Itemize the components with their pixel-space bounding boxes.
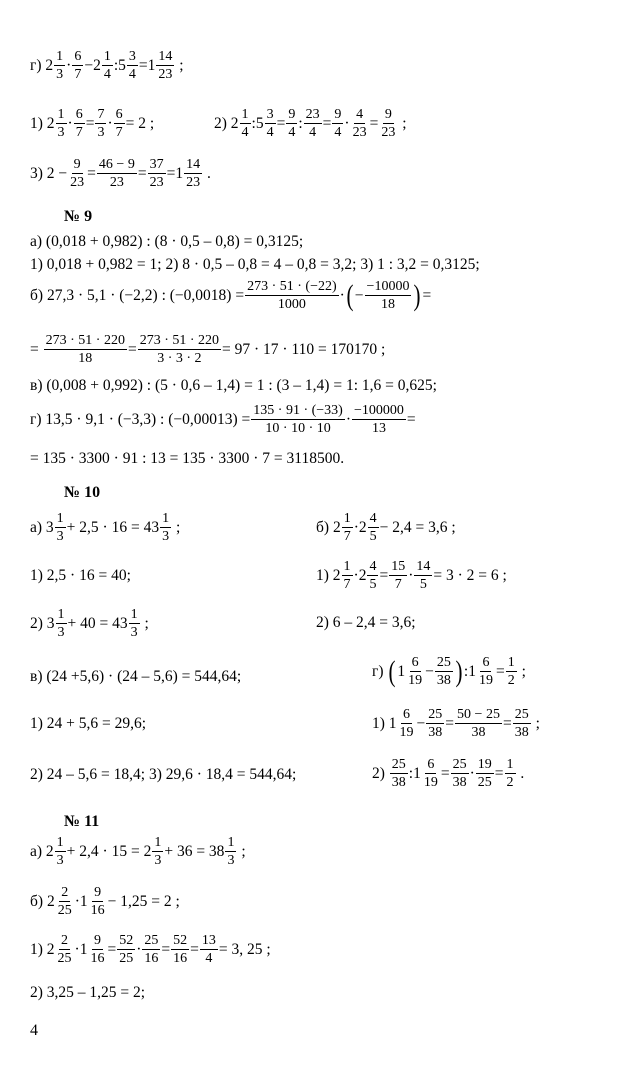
n11-b: б) 2 $\frac{2}{25}$ · 1 $\frac{9}{16}$ − 1,25 = 2 ; (30, 885, 180, 918)
mixed-number: 1 $\frac{14}{23}$ (147, 49, 173, 82)
n10-g: г) ( 1 $\frac{6}{19}$ − $\frac{25}{38}$ ) : 1 $\frac{6}{19}$ = $\frac{1}{2}$ ; (372, 654, 526, 688)
n11-b1: 1) 2 $\frac{2}{25}$ · 1 $\frac{9}{16}$ = $\frac{52}{25}$ · $\frac{25}{16}$ = $\frac{52}{16}$ = $\frac{13}{4}$ = 3, 25 ; (30, 933, 271, 966)
page-number: 4 (30, 1022, 38, 1039)
g-step2: 2) 2 $\frac{1}{4}$ : 5 $\frac{3}{4}$ = $\frac{9}{4}$ : $\frac{23}{4}$ = $\frac{9}{4}$ · $\frac{4}{23}$ = $\frac{9}{23}$ ; (214, 107, 407, 140)
section-heading-11: № 11 (64, 813, 100, 830)
g-step1: 1) 2 $\frac{1}{3}$ · $\frac{6}{7}$ = $\frac{7}{3}$ · $\frac{6}{7}$ = 2 ; (30, 107, 155, 140)
n9-g-line2: = 135 · 3300 · 91 : 13 = 135 · 3300 · 7 = 3118500. (30, 450, 345, 467)
n11-a: а) 2 $\frac{1}{3}$ + 2,4 · 15 = 2 $\frac{1}{3}$ + 36 = 38 $\frac{1}{3}$ ; (30, 835, 246, 868)
n10-g1: 1) 1 $\frac{6}{19}$ − $\frac{25}{38}$ = $\frac{50 - 25}{38}$ = $\frac{25}{38}$ ; (372, 707, 540, 740)
n9-g-line: г) 13,5 · 9,1 · (−3,3) : (−0,00013) = $\frac{135 \cdot 91 \cdot (-33)}{10 \cdot 10 \cdot 10}$ · $\frac{-100000}{13}$ = (30, 403, 416, 436)
mixed-number: 5 $\frac{3}{4}$ (118, 49, 136, 82)
g-step3: 3) 2 − $\frac{9}{23}$ = $\frac{46 - 9}{23}$ = $\frac{37}{23}$ = 1 $\frac{14}{23}$ . (30, 157, 211, 190)
n10-b1: 1) 2 $\frac{1}{7}$ · 2 $\frac{4}{5}$ = $\frac{15}{7}$ · $\frac{14}{5}$ = 3 · 2 = 6 ; (316, 559, 507, 592)
n10-v2: 2) 24 – 5,6 = 18,4; 3) 29,6 · 18,4 = 544,64; (30, 766, 297, 783)
mixed-number: 2 $\frac{1}{4}$ (93, 49, 111, 82)
n9-a-line: а) (0,018 + 0,982) : (8 · 0,5 – 0,8) = 0,3125; (30, 233, 304, 250)
n9-v-line: в) (0,008 + 0,992) : (5 · 0,6 – 1,4) = 1 : (3 – 1,4) = 1: 1,6 = 0,625; (30, 377, 437, 394)
n10-b: б) 2 $\frac{1}{7}$ · 2 $\frac{4}{5}$ − 2,4 = 3,6 ; (316, 511, 456, 544)
fraction: $\frac{6}{7}$ (74, 49, 82, 82)
n10-a: а) 3 $\frac{1}{3}$ + 2,5 · 16 = 43 $\frac{1}{3}$ ; (30, 511, 181, 544)
label: г) (30, 56, 42, 74)
mixed-number: 2 $\frac{1}{3}$ (45, 49, 64, 82)
n11-b2: 2) 3,25 – 1,25 = 2; (30, 984, 146, 1001)
n9-b-line: б) 27,3 · 5,1 · (−2,2) : (−0,0018) = $\frac{273 \cdot 51 \cdot (-22)}{1000}$ · ( − $\frac{-10000}{18}$ ) = (30, 278, 432, 312)
n9-a-steps: 1) 0,018 + 0,982 = 1; 2) 8 · 0,5 – 0,8 = 4 – 0,8 = 3,2; 3) 1 : 3,2 = 0,3125; (30, 256, 480, 273)
n10-v: в) (24 +5,6) · (24 – 5,6) = 544,64; (30, 668, 242, 685)
section-heading-9: № 9 (64, 208, 93, 225)
n10-a2: 2) 3 $\frac{1}{3}$ + 40 = 43 $\frac{1}{3}$ ; (30, 607, 149, 640)
n9-b-line2: = $\frac{273 \cdot 51 \cdot 220}{18}$ = $\frac{273 \cdot 51 \cdot 220}{3 \cdot 3 \cdot 2}$ = 97 · 17 · 110 = 170170 ; (30, 333, 386, 366)
n10-v1: 1) 24 + 5,6 = 29,6; (30, 715, 147, 732)
g-top-line: г) 2 $\frac{1}{3}$ · $\frac{6}{7}$ − 2 $\frac{1}{4}$ : 5 $\frac{3}{4}$ = 1 $\frac{14}{23}$ ; (30, 49, 184, 82)
n10-g2: 2) $\frac{25}{38}$ : 1 $\frac{6}{19}$ = $\frac{25}{38}$ · $\frac{19}{25}$ = $\frac{1}{2}$ . (372, 757, 525, 790)
n10-a1: 1) 2,5 · 16 = 40; (30, 567, 131, 584)
n10-b2: 2) 6 – 2,4 = 3,6; (316, 614, 416, 631)
section-heading-10: № 10 (64, 484, 101, 501)
